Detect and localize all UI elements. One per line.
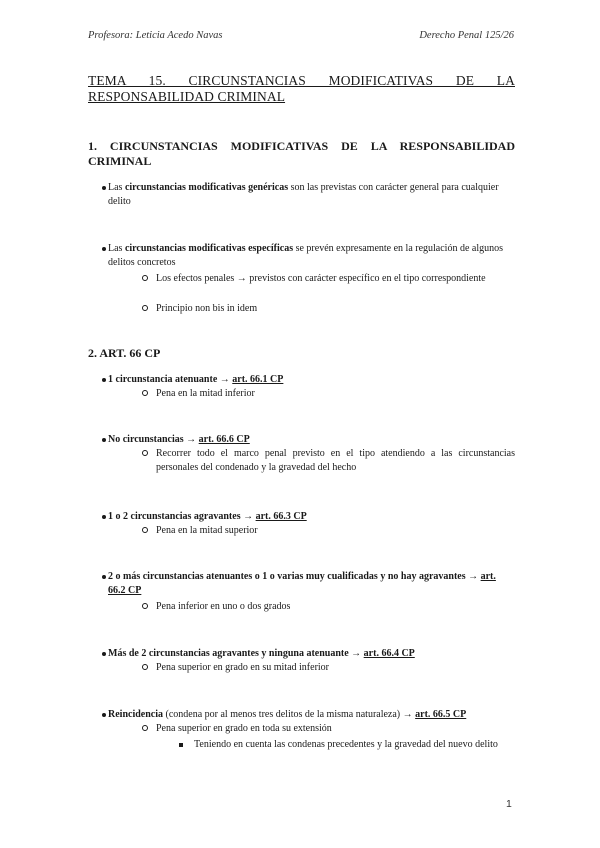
bullet-generic: Las circunstancias modificativas genéricas son las previstas con carácter general para cualquier delito (108, 181, 515, 208)
circle-bullet-icon (142, 450, 148, 456)
circle-bullet-icon (142, 305, 148, 311)
bullet-item-2: No circunstancias → art. 66.6 CP (108, 433, 515, 447)
bullet-item-1: 1 circunstancia atenuante → art. 66.1 CP (108, 373, 515, 387)
square-bullet-icon (179, 743, 183, 747)
page-title: TEMA 15. CIRCUNSTANCIAS MODIFICATIVAS DE LA RESPONSABILIDAD CRIMINAL (88, 73, 515, 104)
sub-bullet-item-5: Pena superior en grado en su mitad inferior (156, 661, 515, 675)
header-course: Derecho Penal 125/26 (419, 30, 514, 41)
circle-bullet-icon (142, 725, 148, 731)
bullet-dot-icon (102, 713, 106, 717)
circle-bullet-icon (142, 275, 148, 281)
section-heading-1: 1. CIRCUNSTANCIAS MODIFICATIVAS DE LA RESPONSABILIDAD CRIMINAL (88, 139, 515, 168)
header-author: Profesora: Leticia Acedo Navas (88, 30, 223, 41)
sub-bullet-non-bis: Principio non bis in idem (156, 302, 515, 316)
sub-bullet-item-3: Pena en la mitad superior (156, 524, 515, 538)
sub-bullet-item-4: Pena inferior en uno o dos grados (156, 600, 515, 614)
sub-bullet-item-1: Pena en la mitad inferior (156, 387, 515, 401)
bullet-dot-icon (102, 438, 106, 442)
bullet-dot-icon (102, 186, 106, 190)
page-number: 1 (506, 798, 512, 810)
sub-bullet-effects: Los efectos penales → previstos con carácter específico en el tipo correspondiente (156, 272, 515, 286)
sub-bullet-item-2: Recorrer todo el marco penal previsto en el tipo atendiendo a las circunstancias personales del condenado y la gravedad del hecho (156, 447, 515, 474)
bullet-item-3: 1 o 2 circunstancias agravantes → art. 66.3 CP (108, 510, 515, 524)
sub-sub-bullet-item-6: Teniendo en cuenta las condenas precedentes y la gravedad del nuevo delito (194, 738, 515, 752)
sub-bullet-item-6: Pena superior en grado en toda su extensión (156, 722, 515, 736)
bullet-item-4: 2 o más circunstancias atenuantes o 1 o varias muy cualificadas y no hay agravantes → art. 66.2 CP (108, 570, 515, 597)
circle-bullet-icon (142, 664, 148, 670)
bullet-dot-icon (102, 378, 106, 382)
circle-bullet-icon (142, 390, 148, 396)
bullet-dot-icon (102, 515, 106, 519)
bullet-specific: Las circunstancias modificativas específicas se prevén expresamente en la regulación de algunos delitos concretos (108, 242, 515, 269)
bullet-dot-icon (102, 247, 106, 251)
bullet-item-5: Más de 2 circunstancias agravantes y ninguna atenuante → art. 66.4 CP (108, 647, 515, 661)
circle-bullet-icon (142, 603, 148, 609)
bullet-dot-icon (102, 575, 106, 579)
bullet-item-6: Reincidencia (condena por al menos tres delitos de la misma naturaleza) → art. 66.5 CP (108, 708, 515, 722)
section-heading-2: 2. ART. 66 CP (88, 346, 161, 360)
bullet-dot-icon (102, 652, 106, 656)
circle-bullet-icon (142, 527, 148, 533)
